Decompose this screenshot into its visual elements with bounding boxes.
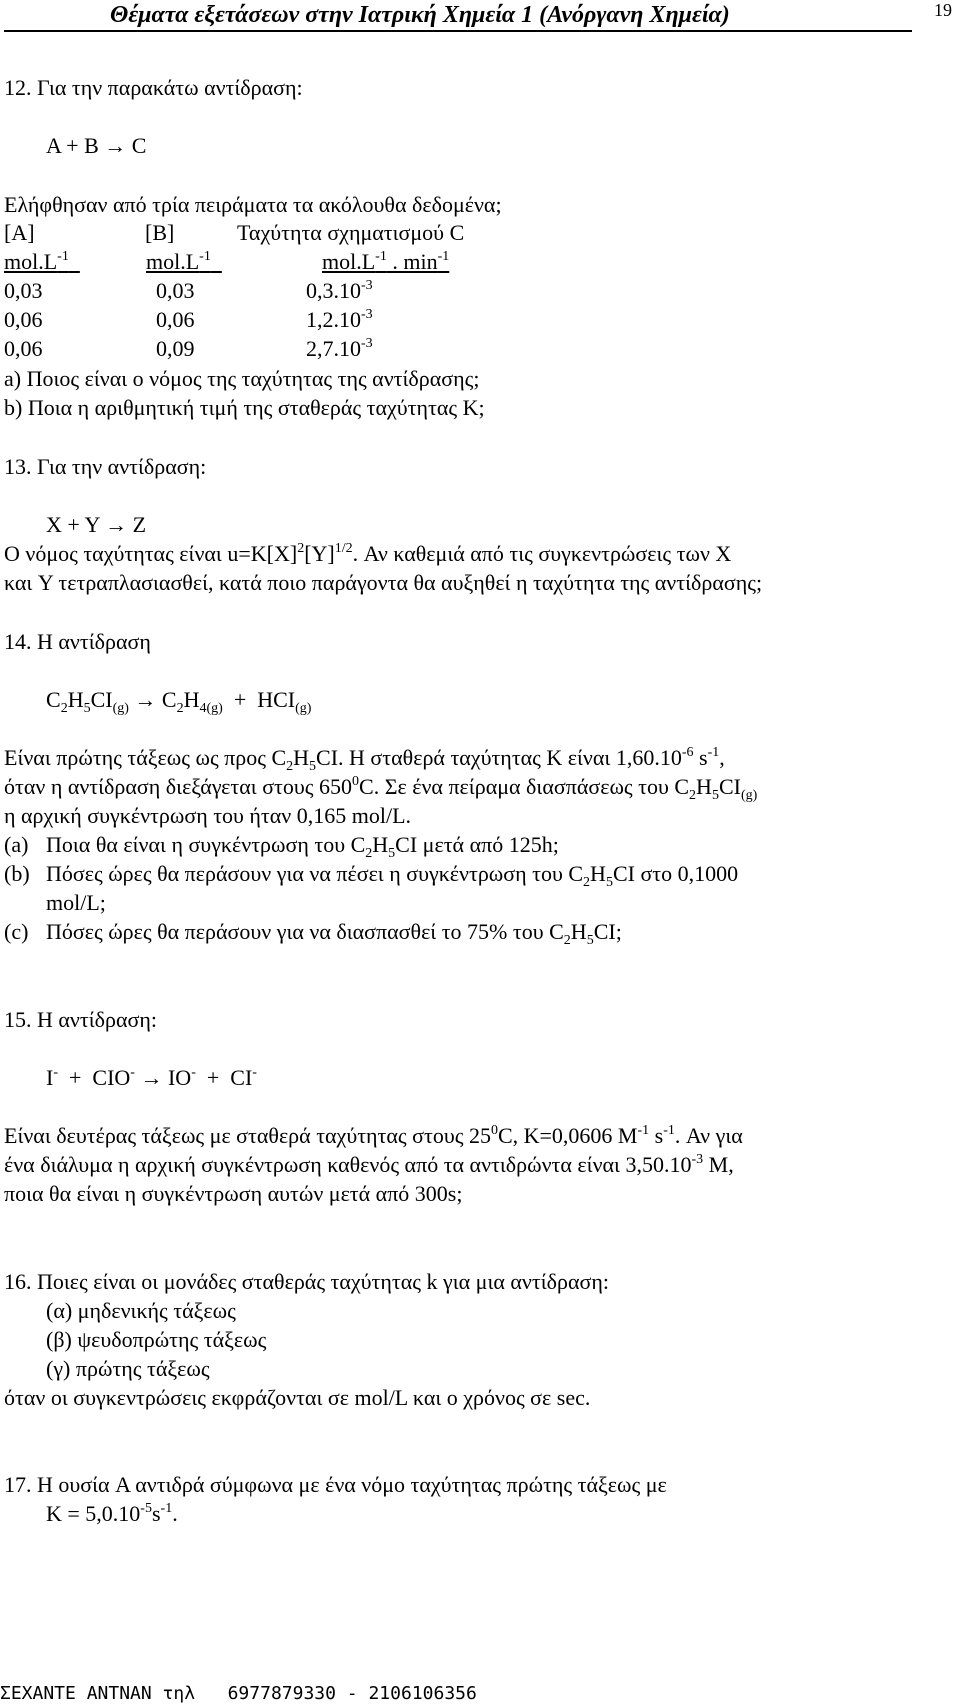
q15-line2: ένα διάλυμα η αρχική συγκέντρωση καθενός από τα αντιδρώντα είναι $3,50.10^{-3}$ M, <box>4 1152 734 1177</box>
q16-intro: 16. Ποιες είναι οι μονάδες σταθεράς ταχύτητας k για μια αντίδραση: <box>4 1269 609 1294</box>
q17-k-value: $K = 5,0.10^{-5}s^{-1}$. <box>46 1501 178 1526</box>
arrow-icon: → <box>105 512 128 537</box>
q12-intro: 12. Για την παρακάτω αντίδραση: <box>4 75 303 100</box>
arrow-icon: → <box>134 687 157 712</box>
q12-unit-a: $mol.L^{-1}$ <box>4 249 69 274</box>
q12-unit-rate: $mol.L^{-1}$ . $\min^{-1}$ <box>322 249 450 274</box>
arrow-icon: → <box>140 1065 163 1090</box>
q17-intro: 17. Η ουσία A αντιδρά σύμφωνα με ένα νόμο ταχύτητας πρώτης τάξεως με <box>4 1472 667 1497</box>
q16-item-b: (β) ψευδοπρώτης τάξεως <box>46 1327 267 1352</box>
q12-row3-a: 0,06 <box>4 336 43 361</box>
q16-item-c: (γ) πρώτης τάξεως <box>46 1356 210 1381</box>
q15-reaction: I- + CIO- → IO- + CI- <box>46 1065 257 1090</box>
q12-row1-rate: $0,3.10^{-3}$ <box>306 278 373 303</box>
q12-table-header-b: [B] <box>145 220 175 245</box>
q15-intro: 15. Η αντίδραση: <box>4 1007 157 1032</box>
q12-row1-b: 0,03 <box>156 278 195 303</box>
q12-row1-a: 0,03 <box>4 278 43 303</box>
q13-intro: 13. Για την αντίδραση: <box>4 454 207 479</box>
q12-unit-b: $mol.L^{-1}$ <box>146 249 211 274</box>
q16-outro: όταν οι συγκεντρώσεις εκφράζονται σε mol/L και ο χρόνος σε sec. <box>4 1385 591 1410</box>
arrow-icon: → <box>104 133 127 158</box>
q13-line2: και Y τετραπλασιασθεί, κατά ποιο παράγοντα θα αυξηθεί η ταχύτητα της αντίδρασης; <box>4 570 763 595</box>
q13-reaction: X + Y → Z <box>46 512 147 537</box>
q15-line3: ποια θα είναι η συγκέντρωση αυτών μετά από 300s; <box>4 1181 463 1206</box>
q14-reaction: $C_2H_5CI_{(g)} \to C_2H_{4(g)} + HCI_{(g)}$ <box>46 687 312 716</box>
q14-line3: η αρχική συγκέντρωση του ήταν 0,165 mol/L. <box>4 803 412 828</box>
q12-row2-rate: $1,2.10^{-3}$ <box>306 307 373 332</box>
q15-line1: Είναι δευτέρας τάξεως με σταθερά ταχύτητας στους $25^0C$, K=0,0606 $M^{-1}$ $s^{-1}$. Αν για <box>4 1123 743 1148</box>
q12-row3-b: 0,09 <box>156 336 195 361</box>
q12-row3-rate: $2,7.10^{-3}$ <box>306 336 373 361</box>
q14-line2: όταν η αντίδραση διεξάγεται στους $650^0C$. Σε ένα πείραμα διασπάσεως του $C_2H_5CI_{(g)}$ <box>4 774 758 803</box>
q14-part-b-text: Πόσες ώρες θα περάσουν για να πέσει η συγκέντρωση του $C_2H_5CI$ στο 0,1000 <box>46 861 739 890</box>
q14-part-a-label: (a) <box>4 832 29 857</box>
q14-intro: 14. Η αντίδραση <box>4 629 151 654</box>
q12-row2-a: 0,06 <box>4 307 43 332</box>
page-footer <box>0 1683 477 1704</box>
page-header-title: Θέματα εξετάσεων στην Ιατρική Χημεία 1 (Ανόργανη Χημεία) <box>110 2 730 28</box>
footer-phones: 6977879330 - 2106106356 <box>227 1683 477 1704</box>
q12-table-header-a: [A] <box>4 220 35 245</box>
q16-item-a: (α) μηδενικής τάξεως <box>46 1298 236 1323</box>
header-rule <box>4 30 912 32</box>
q12-reaction: A + B → C <box>46 133 147 158</box>
q14-part-a-text: Ποια θα είναι η συγκέντρωση του $C_2H_5CI$ μετά από 125h; <box>46 832 559 861</box>
q14-part-b-label: (b) <box>4 861 30 886</box>
page-number: 19 <box>934 0 952 20</box>
footer-name: ΣΕΧΑΝΤΕ ΑΝΤΝΑΝ τηλ <box>0 1683 196 1704</box>
q14-part-b-continuation: mol/L; <box>46 890 106 915</box>
q12-part-a: a) Ποιος είναι ο νόμος της ταχύτητας της αντίδρασης; <box>4 366 480 391</box>
q12-data-intro: Ελήφθησαν από τρία πειράματα τα ακόλουθα δεδομένα; <box>4 192 502 217</box>
q12-part-b: b) Ποια η αριθμητική τιμή της σταθεράς ταχύτητας K; <box>4 395 485 420</box>
q13-rate-law-line: Ο νόμος ταχύτητας είναι $u=K[X]^2[Y]^{1/2}$. Αν καθεμιά από τις συγκεντρώσεις των X <box>4 541 732 566</box>
q14-part-c-text: Πόσες ώρες θα περάσουν για να διασπασθεί το 75% του $C_2H_5CI$; <box>46 919 622 948</box>
q14-line1: Είναι πρώτης τάξεως ως προς $C_2H_5CI$. Η σταθερά ταχύτητας K είναι $1,60.10^{-6}$ $s^{-1}$, <box>4 745 725 774</box>
q12-table-header-rate: Ταχύτητα σχηματισμού C <box>237 220 465 245</box>
q12-row2-b: 0,06 <box>156 307 195 332</box>
q14-part-c-label: (c) <box>4 919 29 944</box>
